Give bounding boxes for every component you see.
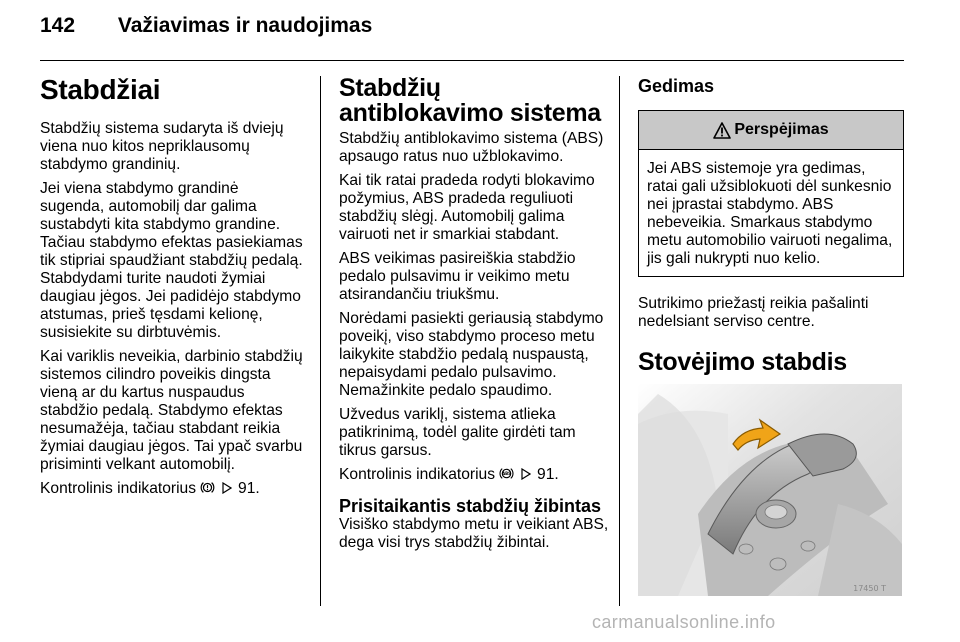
- section-heading-brakes: Stabdžiai: [40, 74, 161, 105]
- indicator-label: Kontrolinis indikatorius: [40, 480, 197, 497]
- column-divider: [320, 76, 321, 606]
- svg-text:ABS: ABS: [502, 471, 512, 476]
- column-brakes: [40, 76, 306, 504]
- photo-code: 17450 T: [853, 584, 886, 593]
- paragraph: Kai variklis neveikia, darbinio stabdžių sistemos cilindro poveikis dingsta vieną ar du kartus nuspaudus stabdžio pedalą. Stabdymo efektas nesumažėja, tačiau stabdant reikia žymiai daugiau jėgos. Tai ypač svarbu prisiminti velkant automobilį.: [40, 348, 303, 473]
- parking-brake-photo: [638, 384, 902, 596]
- section-heading-abs: Stabdžių antiblokavimo sistema: [339, 74, 601, 127]
- column-abs: [339, 76, 611, 558]
- warning-header: [639, 111, 903, 150]
- paragraph: Sutrikimo priežastį reikia pašalinti nedelsiant serviso centre.: [638, 295, 869, 330]
- header-rule: [40, 60, 904, 61]
- indicator-reference: [339, 466, 611, 484]
- paragraph: Kai tik ratai pradeda rodyti blokavimo požymius, ABS pradeda reguliuoti stabdžių slėgį. Automobilį galima vairuoti net ir smarkiai stabdant.: [339, 172, 595, 243]
- page-number: 142: [40, 14, 76, 37]
- page-header: [40, 14, 372, 38]
- indicator-reference: [40, 480, 306, 498]
- paragraph: Stabdžių antiblokavimo sistema (ABS) apsaugo ratus nuo užblokavimo.: [339, 130, 604, 165]
- subheading-fault: Gedimas: [638, 76, 715, 96]
- paragraph: Užvedus variklį, sistema atlieka patikrinimą, todėl galite girdėti tam tikrus garsus.: [339, 406, 576, 459]
- paragraph: Norėdami pasiekti geriausią stabdymo poveikį, viso stabdymo proceso metu laikykite stabdžio pedalą nuspaustą, nepaisydami pedalo pulsavimo. Nemažinkite pedalo spaudimo.: [339, 310, 604, 399]
- warning-box: [638, 110, 904, 277]
- indicator-label: Kontrolinis indikatorius: [339, 466, 496, 483]
- indicator-page: 91.: [238, 480, 260, 497]
- warning-text: Jei ABS sistemoje yra gedimas, ratai gali užsiblokuoti dėl sunkesnio nei įprastai stabdymo. ABS nebeveikia. Smarkaus stabdymo metu automobilio vairuoti negalima, jis gali nukrypti nuo kelio.: [647, 160, 893, 267]
- watermark: carmanualsonline.info: [592, 612, 776, 632]
- page-reference-arrow-icon: [521, 468, 531, 480]
- column-divider: [619, 76, 620, 606]
- paragraph: Stabdžių sistema sudaryta iš dviejų viena nuo kitos nepriklausomų stabdymo grandinių.: [40, 120, 284, 173]
- brake-warning-icon: [200, 480, 215, 495]
- paragraph: Jei viena stabdymo grandinė sugenda, automobilį dar galima sustabdyti kita stabdymo grandine. Tačiau stabdymo efektas pasiekiamas tik stipriai spaudžiant stabdžių pedalą. Stabdydami turite naudoti žymiai daugiau jėgos. Jei padidėjo stabdymo atstumas, prieš tęsdami kelionę, susisiekite su dirbtuvėmis.: [40, 180, 303, 341]
- page-reference-arrow-icon: [222, 482, 232, 494]
- paragraph: Visiško stabdymo metu ir veikiant ABS, dega visi trys stabdžių žibintai.: [339, 516, 609, 551]
- subheading-adaptive-brake-light: Prisitaikantis stabdžių žibintas: [339, 496, 602, 516]
- section-heading-parking-brake: Stovėjimo stabdis: [638, 348, 847, 376]
- chapter-title: Važiavimas ir naudojimas: [117, 14, 373, 37]
- warning-title: Perspėjimas: [734, 121, 829, 138]
- paragraph: ABS veikimas pasireiškia stabdžio pedalo pulsavimu ir veikimo metu atsirandančiu triukšmu.: [339, 250, 576, 303]
- indicator-page: 91.: [537, 466, 559, 483]
- warning-triangle-icon: [713, 122, 731, 139]
- column-fault: [638, 76, 904, 391]
- abs-icon: [499, 466, 514, 481]
